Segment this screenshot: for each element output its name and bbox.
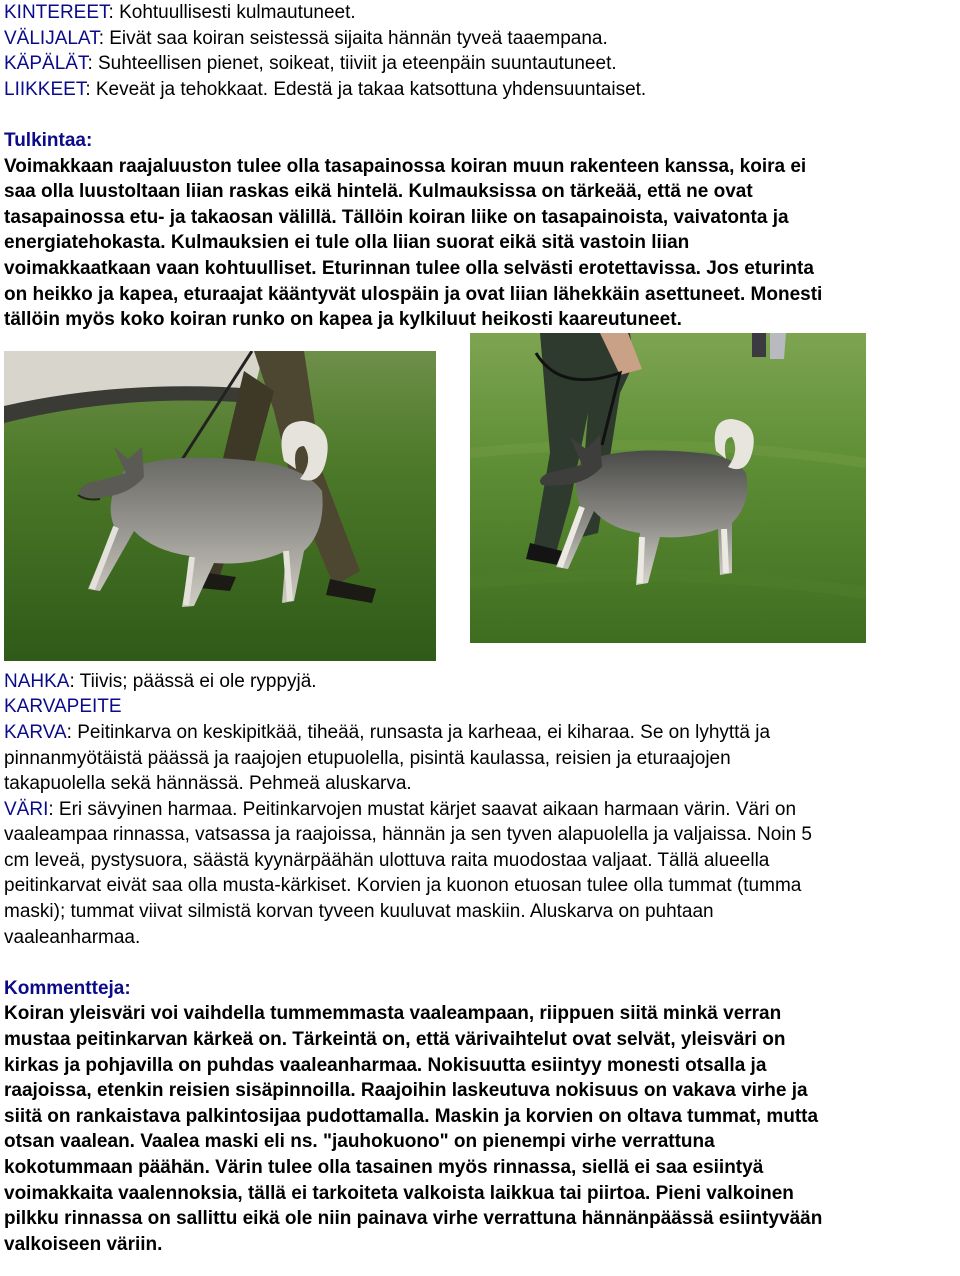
photo-dog-trotting-right [470,333,866,643]
definition-text: : Kohtuullisesti kulmautuneet. [108,2,356,23]
interpretation-line: tasapainossa etu- ja takaosan välillä. Tällöin koiran liike on tasapainoista, vaivatonta ja [4,206,789,228]
comments-line: voimakkaita vaalennoksia, tällä ei tarkoiteta valkoista laikkua tai piirtoa. Pieni valkoinen [4,1182,794,1204]
body-line: maski); tummat viivat silmistä korvan tyveen kuuluvat maskiin. Aluskarva on puhtaan [4,901,714,923]
interpretation-line: voimakkaatkaan vaan kohtuulliset. Eturinnan tulee olla selvästi erotettavissa. Jos eturinta [4,257,814,279]
comments-line: Koiran yleisväri voi vaihdella tummemmasta vaaleampaan, riippuen siitä minkä verran [4,1003,782,1025]
definition-term: KÄPÄLÄT [4,53,88,75]
definition-term: NAHKA [4,670,70,692]
definition-text: : Suhteellisen pienet, soikeat, tiiviit ja eteenpäin suuntautuneet. [87,53,617,75]
comments-line: raajoissa, etenkin reisien sisäpinnoilla. Raajoihin laskeutuva nokisuus on vakava virhe ja [4,1080,808,1102]
interpretation-line: Voimakkaan raajaluuston tulee olla tasapainossa koiran muun rakenteen kanssa, koira ei [4,155,807,177]
comments-line: siitä on rankaistava palkintosijaa pudottamalla. Maskin ja korvien on oltava tummat, mutta [4,1105,819,1127]
body-line: cm leveä, pystysuora, säästä kyynärpäähän ulottuva raita muodostaa valjaat. Tällä alueella [4,849,770,871]
definition-line-valijalat [4,26,956,52]
definition-text: : Tiivis; päässä ei ole ryppyjä. [69,670,317,692]
comments-line: otsan vaalean. Vaalea maski eli ns. "jauhokuono" on pienempi virhe verrattuna [4,1131,715,1153]
definition-line-kintereet [4,0,956,26]
body-line: takapuolella sekä hännässä. Pehmeä aluskarva. [4,773,412,795]
body-line: vaaleampaa rinnassa, vatsassa ja raajoissa, hännän ja sen tyven alapuolella ja valjaissa. Noin 5 [4,824,812,846]
interpretation-line: energiatehokasta. Kulmauksien ei tule olla liian suorat eikä sitä vastoin liian [4,232,690,254]
comments-heading: Kommentteja: [4,977,131,999]
definition-text: : Eri sävyinen harmaa. Peitinkarvojen mustat kärjet saavat aikaan harmaan värin. Väri on [48,798,797,820]
definition-term: LIIKKEET [4,78,86,100]
comments-line: mustaa peitinkarvan kärkeä on. Tärkeintä on, että värivaihtelut ovat selvät, yleisväri on [4,1029,786,1051]
definition-line-nahka [4,669,956,695]
body-line: vaaleanharmaa. [4,926,141,948]
interpretation-line: on heikko ja kapea, eturaajat kääntyvät ulospäin ja ovat liian lähekkäin asettuneet. Monesti [4,283,823,305]
definition-text: : Eivät saa koiran seistessä sijaita hännän tyveä taaempana. [98,27,608,49]
definition-text: : Keveät ja tehokkaat. Edestä ja takaa katsottuna yhdensuuntaiset. [85,78,647,100]
definition-term: KINTEREET [4,2,109,23]
definition-term: VÄLIJALAT [4,27,99,49]
body-line: peitinkarvat eivät saa olla musta-kärkiset. Korvien ja kuonon etuosan tulee olla tummat (tumma [4,875,802,897]
definition-line-karva [4,720,956,746]
definition-term: KARVA [4,721,67,743]
definition-text: : Peitinkarva on keskipitkää, tiheää, runsasta ja karheaa, ei kiharaa. Se on lyhyttä ja [66,721,771,743]
definition-line-vari [4,797,956,823]
spacer [4,950,956,976]
definition-line-kapalat [4,51,956,77]
interpretation-heading: Tulkintaa: [4,129,93,151]
body-line: pinnanmyötäistä päässä ja raajojen etupuolella, pisintä kaulassa, reisien ja eturaajojen [4,747,731,769]
coat-heading: KARVAPEITE [4,696,122,718]
document-page [4,0,956,1257]
comments-line: valkoiseen väriin. [4,1233,163,1255]
comments-line: kirkas ja pohjavilla on puhdas vaaleanharmaa. Nokisuutta esiintyy monesti otsalla ja [4,1054,767,1076]
photo-dog-trotting-left-illustration [4,351,436,661]
comments-line: pilkku rinnassa on sallittu eikä ole niin painava virhe verrattuna hännänpäässä esiintyvään [4,1208,823,1230]
interpretation-line: saa olla luustoltaan liian raskas eikä hintelä. Kulmauksissa on tärkeää, että ne ovat [4,181,753,203]
photo-row [4,333,956,669]
definition-line-liikkeet [4,77,956,103]
photo-dog-trotting-right-illustration [470,333,866,643]
interpretation-line: tällöin myös koko koiran runko on kapea ja kylkiluut heikosti kaareutuneet. [4,309,682,331]
definition-term: VÄRI [4,798,49,820]
comments-line: kokotummaan päähän. Värin tulee olla tasainen myös rinnassa, siellä ei saa esiintyä [4,1157,764,1178]
spacer [4,102,956,128]
photo-dog-trotting-left [4,351,436,661]
